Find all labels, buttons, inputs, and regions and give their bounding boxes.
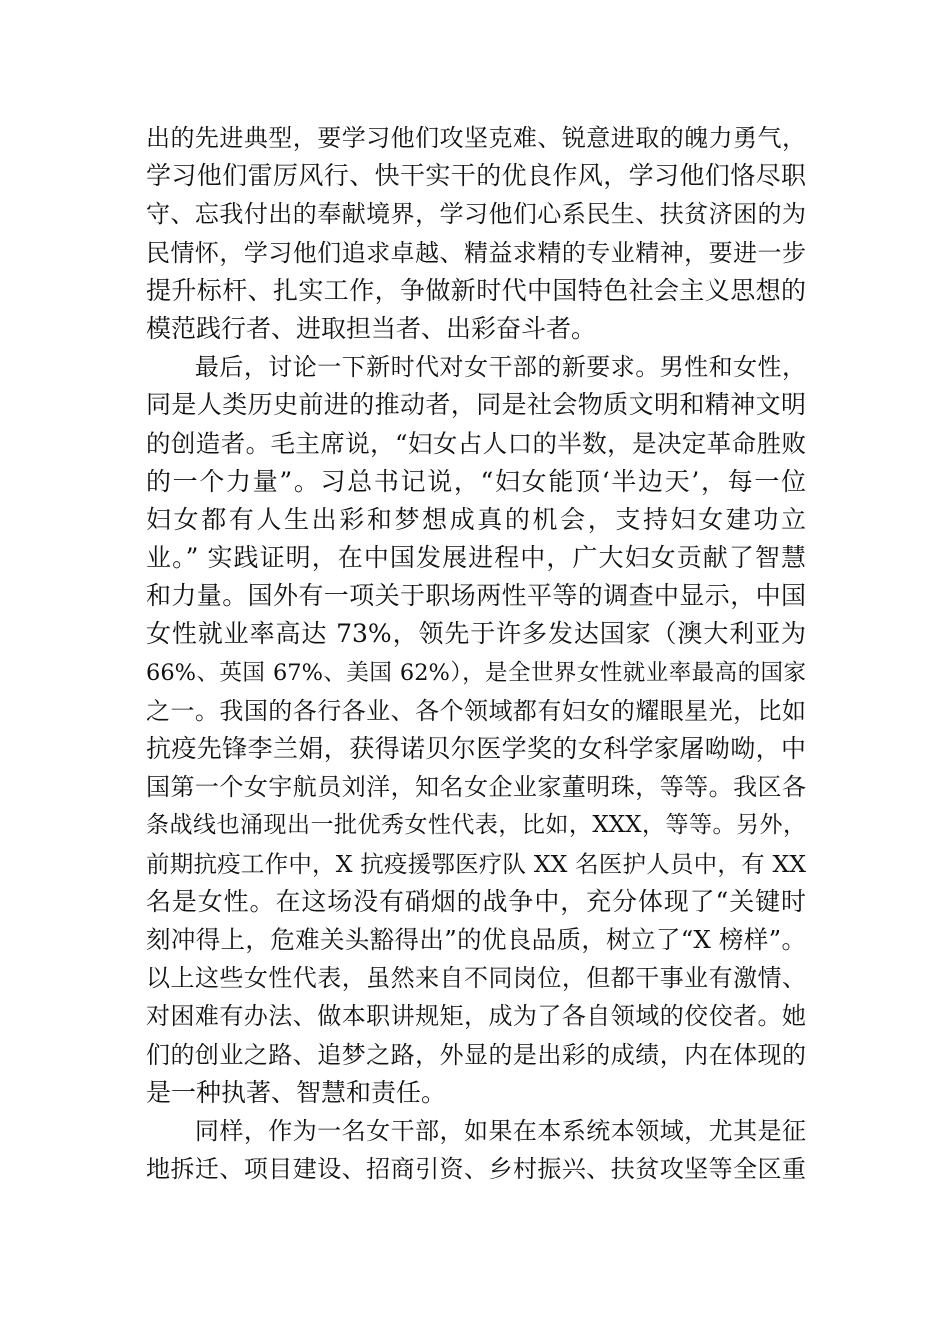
text-line: 国第一个女宇航员刘洋，知名女企业家董明珠，等等。我区各: [146, 773, 806, 802]
text-line: 抗疫先锋李兰娟，获得诺贝尔医学奖的女科学家屠呦呦，中: [146, 734, 806, 763]
paragraph-2: [146, 348, 806, 1112]
text-line: 以上这些女性代表，虽然来自不同岗位，但都干事业有激情、: [146, 964, 806, 993]
text-line: 女性就业率高达 73%，领先于许多发达国家（澳大利亚为: [146, 619, 806, 649]
text-line: 和力量。国外有一项关于职场两性平等的调查中显示，中国: [146, 581, 806, 611]
document-body: [146, 119, 806, 1188]
paragraph-1: [146, 119, 806, 348]
text-line: 妇女都有人生出彩和梦想成真的机会，支持妇女建功立: [146, 504, 806, 534]
text-line: 之一。我国的各行各业、各个领域都有妇女的耀眼星光，比如: [146, 696, 806, 725]
text-line: 的创造者。毛主席说，“妇女占人口的半数，是决定革命胜败: [146, 428, 806, 458]
text-line: 的一个力量”。习总书记说，“妇女能顶‘半边天’，每一位: [146, 466, 806, 496]
text-line: 地拆迁、项目建设、招商引资、乡村振兴、扶贫攻坚等全区重: [146, 1155, 806, 1184]
text-line: 出的先进典型，要学习他们攻坚克难、锐意进取的魄力勇气，: [146, 124, 806, 152]
text-line: 是一种执著、智慧和责任。: [146, 1077, 447, 1107]
text-line: 守、忘我付出的奉献境界，学习他们心系民生、扶贫济困的为: [146, 200, 806, 229]
text-line: 民情怀，学习他们追求卓越、精益求精的专业精神，要进一步: [146, 238, 806, 267]
text-line: 刻冲得上，危难关头豁得出”的优良品质，树立了“X 榜样”。: [146, 924, 806, 954]
text-line: 们的创业之路、追梦之路，外显的是出彩的成绩，内在体现的: [146, 1040, 806, 1069]
text-line: 业。” 实践证明，在中国发展进程中，广大妇女贡献了智慧: [146, 543, 806, 573]
text-line: 提升标杆、扎实工作，争做新时代中国特色社会主义思想的: [146, 275, 806, 305]
text-line: 条战线也涌现出一批优秀女性代表，比如，XXX，等等。另外，: [146, 812, 806, 839]
text-line: 66%、英国 67%、美国 62%），是全世界女性就业率最高的国家: [146, 659, 806, 686]
text-line: 对困难有办法、做本职讲规矩，成为了各自领域的佼佼者。她: [146, 1002, 806, 1031]
paragraph-3: [146, 1112, 806, 1188]
text-line: 同是人类历史前进的推动者，同是社会物质文明和精神文明: [146, 390, 806, 420]
text-line: 同样，作为一名女干部，如果在本系统本领域，尤其是征: [146, 1116, 806, 1145]
text-line: 学习他们雷厉风行、快干实干的优良作风，学习他们恪尽职: [146, 161, 806, 191]
text-line: 模范践行者、进取担当者、出彩奋斗者。: [146, 313, 597, 343]
text-line: 最后，讨论一下新时代对女干部的新要求。男性和女性，: [146, 353, 806, 382]
text-line: 名是女性。在这场没有硝烟的战争中，充分体现了“关键时: [146, 886, 806, 916]
text-line: 前期抗疫工作中，X 抗疫援鄂医疗队 XX 名医护人员中，有 XX: [146, 849, 806, 878]
